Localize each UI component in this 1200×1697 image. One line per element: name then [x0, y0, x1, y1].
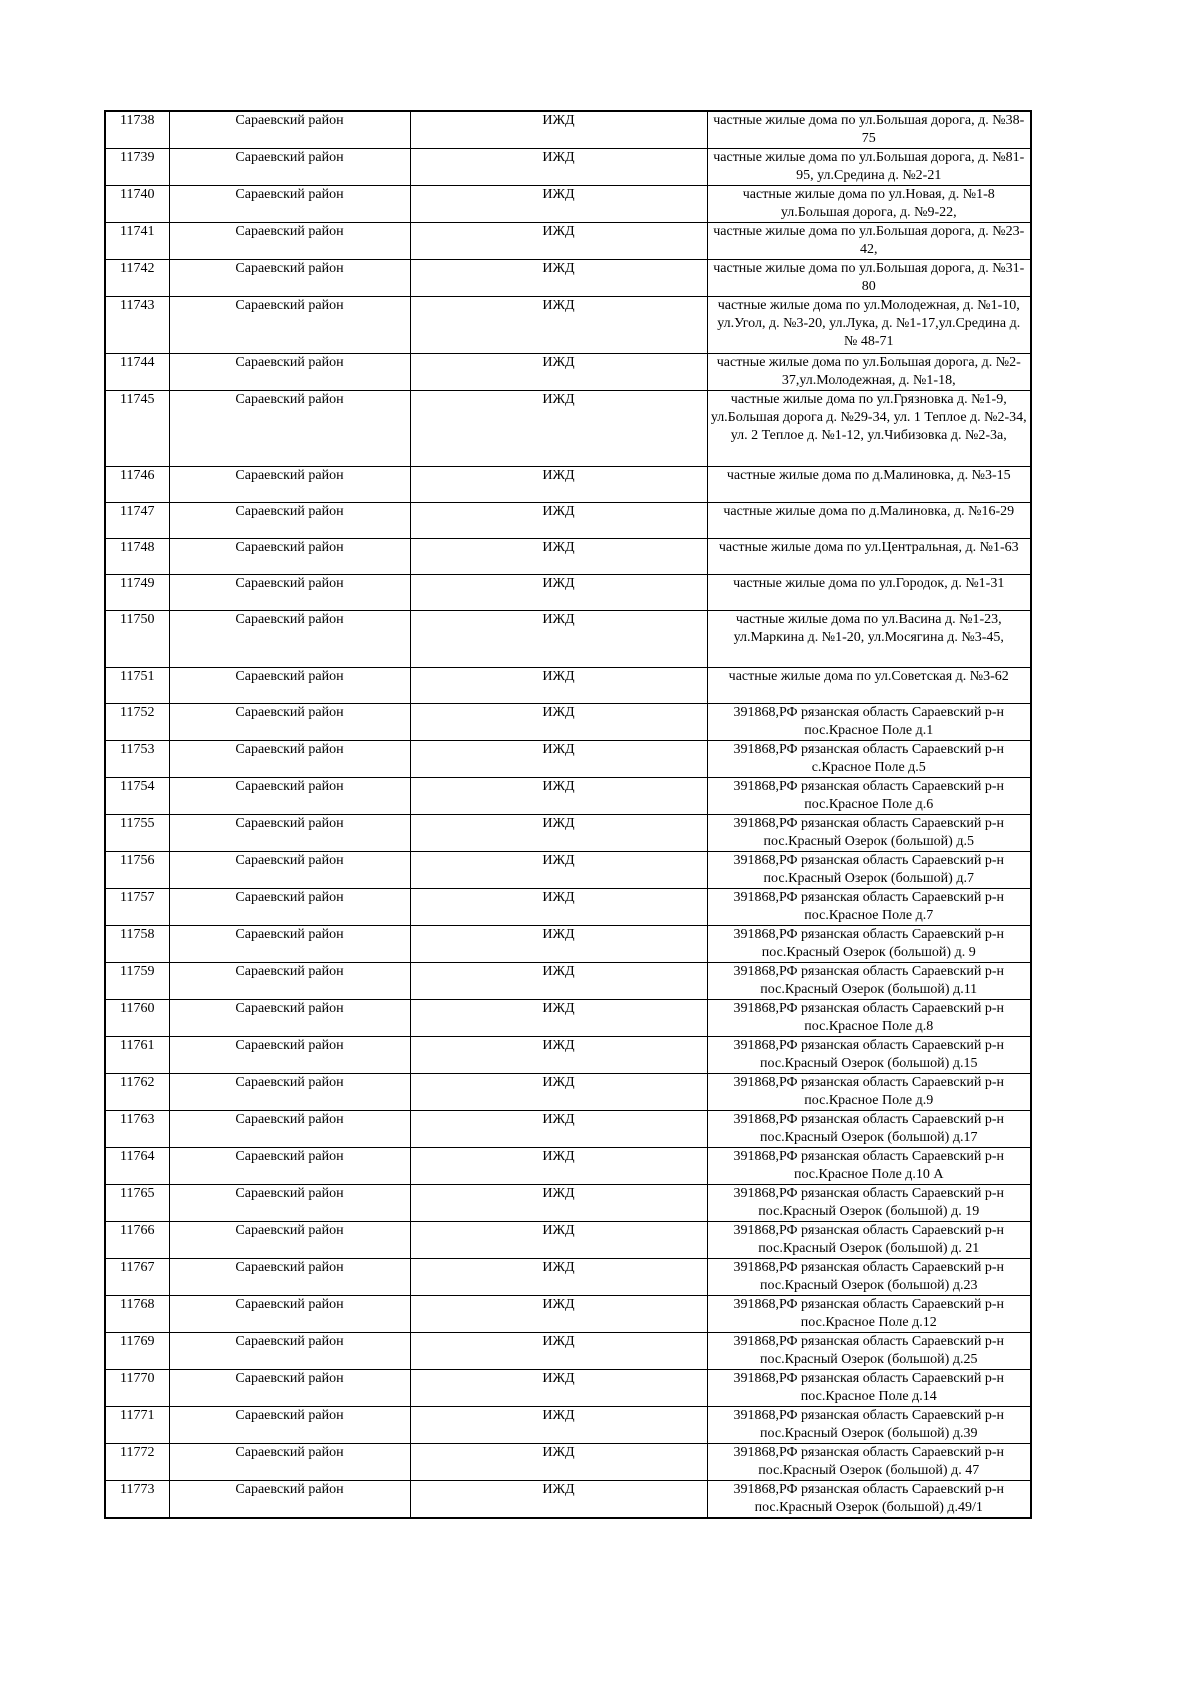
housing-type-cell: ИЖД: [410, 1148, 707, 1185]
address-cell: 391868,РФ рязанская область Сараевский р-н пос.Красный Озерок (большой) д.23: [707, 1259, 1031, 1296]
district-cell: Сараевский район: [169, 1037, 410, 1074]
housing-type-cell: ИЖД: [410, 704, 707, 741]
table-body: [105, 111, 1031, 1518]
housing-type-cell: ИЖД: [410, 1037, 707, 1074]
address-cell: 391868,РФ рязанская область Сараевский р-н пос.Красный Озерок (большой) д.17: [707, 1111, 1031, 1148]
table-row: [105, 297, 1031, 354]
housing-type-cell: ИЖД: [410, 778, 707, 815]
district-cell: Сараевский район: [169, 1111, 410, 1148]
address-cell: 391868,РФ рязанская область Сараевский р-н пос.Красный Озерок (большой) д.49/1: [707, 1481, 1031, 1519]
housing-type-cell: ИЖД: [410, 815, 707, 852]
address-cell: 391868,РФ рязанская область Сараевский р-н пос.Красный Озерок (большой) д.39: [707, 1407, 1031, 1444]
district-cell: Сараевский район: [169, 889, 410, 926]
housing-type-cell: ИЖД: [410, 297, 707, 354]
row-number-cell: 11763: [105, 1111, 169, 1148]
district-cell: Сараевский район: [169, 467, 410, 503]
district-cell: Сараевский район: [169, 1370, 410, 1407]
row-number-cell: 11745: [105, 391, 169, 467]
district-cell: Сараевский район: [169, 354, 410, 391]
address-cell: частные жилые дома по ул.Большая дорога, д. №81-95, ул.Средина д. №2-21: [707, 149, 1031, 186]
row-number-cell: 11766: [105, 1222, 169, 1259]
housing-type-cell: ИЖД: [410, 575, 707, 611]
district-cell: Сараевский район: [169, 503, 410, 539]
housing-type-cell: ИЖД: [410, 539, 707, 575]
housing-type-cell: ИЖД: [410, 1000, 707, 1037]
row-number-cell: 11773: [105, 1481, 169, 1519]
address-cell: частные жилые дома по ул.Большая дорога, д. №31-80: [707, 260, 1031, 297]
table-row: [105, 1000, 1031, 1037]
row-number-cell: 11754: [105, 778, 169, 815]
table-row: [105, 1148, 1031, 1185]
housing-type-cell: ИЖД: [410, 926, 707, 963]
housing-type-cell: ИЖД: [410, 1222, 707, 1259]
table-row: [105, 1370, 1031, 1407]
table-row: [105, 575, 1031, 611]
row-number-cell: 11772: [105, 1444, 169, 1481]
table-row: [105, 1111, 1031, 1148]
document-page: [104, 110, 1030, 1519]
row-number-cell: 11758: [105, 926, 169, 963]
address-cell: частные жилые дома по д.Малиновка, д. №3-15: [707, 467, 1031, 503]
housing-type-cell: ИЖД: [410, 1444, 707, 1481]
table-row: [105, 704, 1031, 741]
address-cell: 391868,РФ рязанская область Сараевский р-н пос.Красное Поле д.10 А: [707, 1148, 1031, 1185]
table-row: [105, 1333, 1031, 1370]
address-cell: частные жилые дома по ул.Новая, д. №1-8 ул.Большая дорога, д. №9-22,: [707, 186, 1031, 223]
row-number-cell: 11751: [105, 668, 169, 704]
district-cell: Сараевский район: [169, 611, 410, 668]
row-number-cell: 11747: [105, 503, 169, 539]
district-cell: Сараевский район: [169, 1148, 410, 1185]
table-row: [105, 354, 1031, 391]
row-number-cell: 11738: [105, 111, 169, 149]
housing-type-cell: ИЖД: [410, 1111, 707, 1148]
table-row: [105, 1481, 1031, 1519]
housing-type-cell: ИЖД: [410, 391, 707, 467]
housing-type-cell: ИЖД: [410, 889, 707, 926]
address-cell: частные жилые дома по ул.Васина д. №1-23, ул.Маркина д. №1-20, ул.Мосягина д. №3-45,: [707, 611, 1031, 668]
row-number-cell: 11748: [105, 539, 169, 575]
address-cell: частные жилые дома по ул.Большая дорога, д. №23-42,: [707, 223, 1031, 260]
table-row: [105, 1296, 1031, 1333]
district-cell: Сараевский район: [169, 1481, 410, 1519]
housing-type-cell: ИЖД: [410, 1185, 707, 1222]
housing-type-cell: ИЖД: [410, 1296, 707, 1333]
row-number-cell: 11752: [105, 704, 169, 741]
address-cell: частные жилые дома по д.Малиновка, д. №16-29: [707, 503, 1031, 539]
row-number-cell: 11765: [105, 1185, 169, 1222]
row-number-cell: 11740: [105, 186, 169, 223]
table-row: [105, 391, 1031, 467]
district-cell: Сараевский район: [169, 926, 410, 963]
housing-type-cell: ИЖД: [410, 223, 707, 260]
address-cell: 391868,РФ рязанская область Сараевский р-н пос.Красное Поле д.1: [707, 704, 1031, 741]
housing-type-cell: ИЖД: [410, 260, 707, 297]
address-cell: 391868,РФ рязанская область Сараевский р-н пос.Красное Поле д.8: [707, 1000, 1031, 1037]
row-number-cell: 11741: [105, 223, 169, 260]
table-row: [105, 1407, 1031, 1444]
table-row: [105, 186, 1031, 223]
housing-type-cell: ИЖД: [410, 111, 707, 149]
address-cell: частные жилые дома по ул.Центральная, д. №1-63: [707, 539, 1031, 575]
district-cell: Сараевский район: [169, 778, 410, 815]
district-cell: Сараевский район: [169, 963, 410, 1000]
table-row: [105, 741, 1031, 778]
housing-registry-table: [104, 110, 1032, 1519]
district-cell: Сараевский район: [169, 186, 410, 223]
table-row: [105, 223, 1031, 260]
row-number-cell: 11750: [105, 611, 169, 668]
row-number-cell: 11739: [105, 149, 169, 186]
row-number-cell: 11770: [105, 1370, 169, 1407]
table-row: [105, 503, 1031, 539]
address-cell: 391868,РФ рязанская область Сараевский р-н с.Красное Поле д.5: [707, 741, 1031, 778]
row-number-cell: 11746: [105, 467, 169, 503]
row-number-cell: 11757: [105, 889, 169, 926]
row-number-cell: 11768: [105, 1296, 169, 1333]
address-cell: 391868,РФ рязанская область Сараевский р-н пос.Красный Озерок (большой) д.15: [707, 1037, 1031, 1074]
row-number-cell: 11760: [105, 1000, 169, 1037]
district-cell: Сараевский район: [169, 1074, 410, 1111]
address-cell: частные жилые дома по ул.Советская д. №3-62: [707, 668, 1031, 704]
address-cell: 391868,РФ рязанская область Сараевский р-н пос.Красное Поле д.7: [707, 889, 1031, 926]
district-cell: Сараевский район: [169, 1444, 410, 1481]
district-cell: Сараевский район: [169, 1259, 410, 1296]
row-number-cell: 11743: [105, 297, 169, 354]
row-number-cell: 11742: [105, 260, 169, 297]
district-cell: Сараевский район: [169, 111, 410, 149]
address-cell: 391868,РФ рязанская область Сараевский р-н пос.Красное Поле д.14: [707, 1370, 1031, 1407]
table-row: [105, 889, 1031, 926]
housing-type-cell: ИЖД: [410, 354, 707, 391]
table-row: [105, 1444, 1031, 1481]
housing-type-cell: ИЖД: [410, 467, 707, 503]
table-row: [105, 778, 1031, 815]
district-cell: Сараевский район: [169, 149, 410, 186]
table-row: [105, 1074, 1031, 1111]
table-row: [105, 467, 1031, 503]
address-cell: частные жилые дома по ул.Городок, д. №1-31: [707, 575, 1031, 611]
row-number-cell: 11761: [105, 1037, 169, 1074]
district-cell: Сараевский район: [169, 297, 410, 354]
table-row: [105, 815, 1031, 852]
table-row: [105, 852, 1031, 889]
housing-type-cell: ИЖД: [410, 963, 707, 1000]
table-row: [105, 926, 1031, 963]
district-cell: Сараевский район: [169, 668, 410, 704]
district-cell: Сараевский район: [169, 223, 410, 260]
district-cell: Сараевский район: [169, 539, 410, 575]
address-cell: частные жилые дома по ул.Молодежная, д. №1-10, ул.Угол, д. №3-20, ул.Лука, д. №1-17,ул.Средина д. № 48-71: [707, 297, 1031, 354]
district-cell: Сараевский район: [169, 391, 410, 467]
table-row: [105, 1037, 1031, 1074]
housing-type-cell: ИЖД: [410, 741, 707, 778]
address-cell: 391868,РФ рязанская область Сараевский р-н пос.Красный Озерок (большой) д.7: [707, 852, 1031, 889]
housing-type-cell: ИЖД: [410, 668, 707, 704]
district-cell: Сараевский район: [169, 1222, 410, 1259]
district-cell: Сараевский район: [169, 741, 410, 778]
housing-type-cell: ИЖД: [410, 852, 707, 889]
row-number-cell: 11769: [105, 1333, 169, 1370]
housing-type-cell: ИЖД: [410, 1370, 707, 1407]
table-row: [105, 668, 1031, 704]
address-cell: 391868,РФ рязанская область Сараевский р-н пос.Красный Озерок (большой) д. 9: [707, 926, 1031, 963]
district-cell: Сараевский район: [169, 1185, 410, 1222]
address-cell: частные жилые дома по ул.Большая дорога, д. №2-37,ул.Молодежная, д. №1-18,: [707, 354, 1031, 391]
district-cell: Сараевский район: [169, 815, 410, 852]
housing-type-cell: ИЖД: [410, 1481, 707, 1519]
address-cell: частные жилые дома по ул.Большая дорога, д. №38-75: [707, 111, 1031, 149]
housing-type-cell: ИЖД: [410, 1407, 707, 1444]
district-cell: Сараевский район: [169, 704, 410, 741]
table-row: [105, 149, 1031, 186]
address-cell: 391868,РФ рязанская область Сараевский р-н пос.Красный Озерок (большой) д.25: [707, 1333, 1031, 1370]
district-cell: Сараевский район: [169, 260, 410, 297]
district-cell: Сараевский район: [169, 1407, 410, 1444]
table-row: [105, 1185, 1031, 1222]
housing-type-cell: ИЖД: [410, 186, 707, 223]
table-row: [105, 1259, 1031, 1296]
row-number-cell: 11753: [105, 741, 169, 778]
address-cell: 391868,РФ рязанская область Сараевский р-н пос.Красный Озерок (большой) д.5: [707, 815, 1031, 852]
housing-type-cell: ИЖД: [410, 1333, 707, 1370]
address-cell: 391868,РФ рязанская область Сараевский р-н пос.Красное Поле д.12: [707, 1296, 1031, 1333]
address-cell: частные жилые дома по ул.Грязновка д. №1-9, ул.Большая дорога д. №29-34, ул. 1 Теплое д. №2-34, ул. 2 Теплое д. №1-12, ул.Чибизовка д. №2-3а,: [707, 391, 1031, 467]
district-cell: Сараевский район: [169, 575, 410, 611]
district-cell: Сараевский район: [169, 852, 410, 889]
district-cell: Сараевский район: [169, 1333, 410, 1370]
address-cell: 391868,РФ рязанская область Сараевский р-н пос.Красный Озерок (большой) д. 21: [707, 1222, 1031, 1259]
address-cell: 391868,РФ рязанская область Сараевский р-н пос.Красное Поле д.9: [707, 1074, 1031, 1111]
row-number-cell: 11771: [105, 1407, 169, 1444]
housing-type-cell: ИЖД: [410, 149, 707, 186]
row-number-cell: 11744: [105, 354, 169, 391]
housing-type-cell: ИЖД: [410, 503, 707, 539]
address-cell: 391868,РФ рязанская область Сараевский р-н пос.Красное Поле д.6: [707, 778, 1031, 815]
housing-type-cell: ИЖД: [410, 1259, 707, 1296]
table-row: [105, 963, 1031, 1000]
address-cell: 391868,РФ рязанская область Сараевский р-н пос.Красный Озерок (большой) д. 47: [707, 1444, 1031, 1481]
table-row: [105, 111, 1031, 149]
table-row: [105, 260, 1031, 297]
row-number-cell: 11755: [105, 815, 169, 852]
district-cell: Сараевский район: [169, 1296, 410, 1333]
table-row: [105, 1222, 1031, 1259]
row-number-cell: 11749: [105, 575, 169, 611]
housing-type-cell: ИЖД: [410, 611, 707, 668]
row-number-cell: 11764: [105, 1148, 169, 1185]
row-number-cell: 11759: [105, 963, 169, 1000]
address-cell: 391868,РФ рязанская область Сараевский р-н пос.Красный Озерок (большой) д.11: [707, 963, 1031, 1000]
table-row: [105, 539, 1031, 575]
row-number-cell: 11756: [105, 852, 169, 889]
district-cell: Сараевский район: [169, 1000, 410, 1037]
table-row: [105, 611, 1031, 668]
address-cell: 391868,РФ рязанская область Сараевский р-н пос.Красный Озерок (большой) д. 19: [707, 1185, 1031, 1222]
housing-type-cell: ИЖД: [410, 1074, 707, 1111]
row-number-cell: 11767: [105, 1259, 169, 1296]
row-number-cell: 11762: [105, 1074, 169, 1111]
